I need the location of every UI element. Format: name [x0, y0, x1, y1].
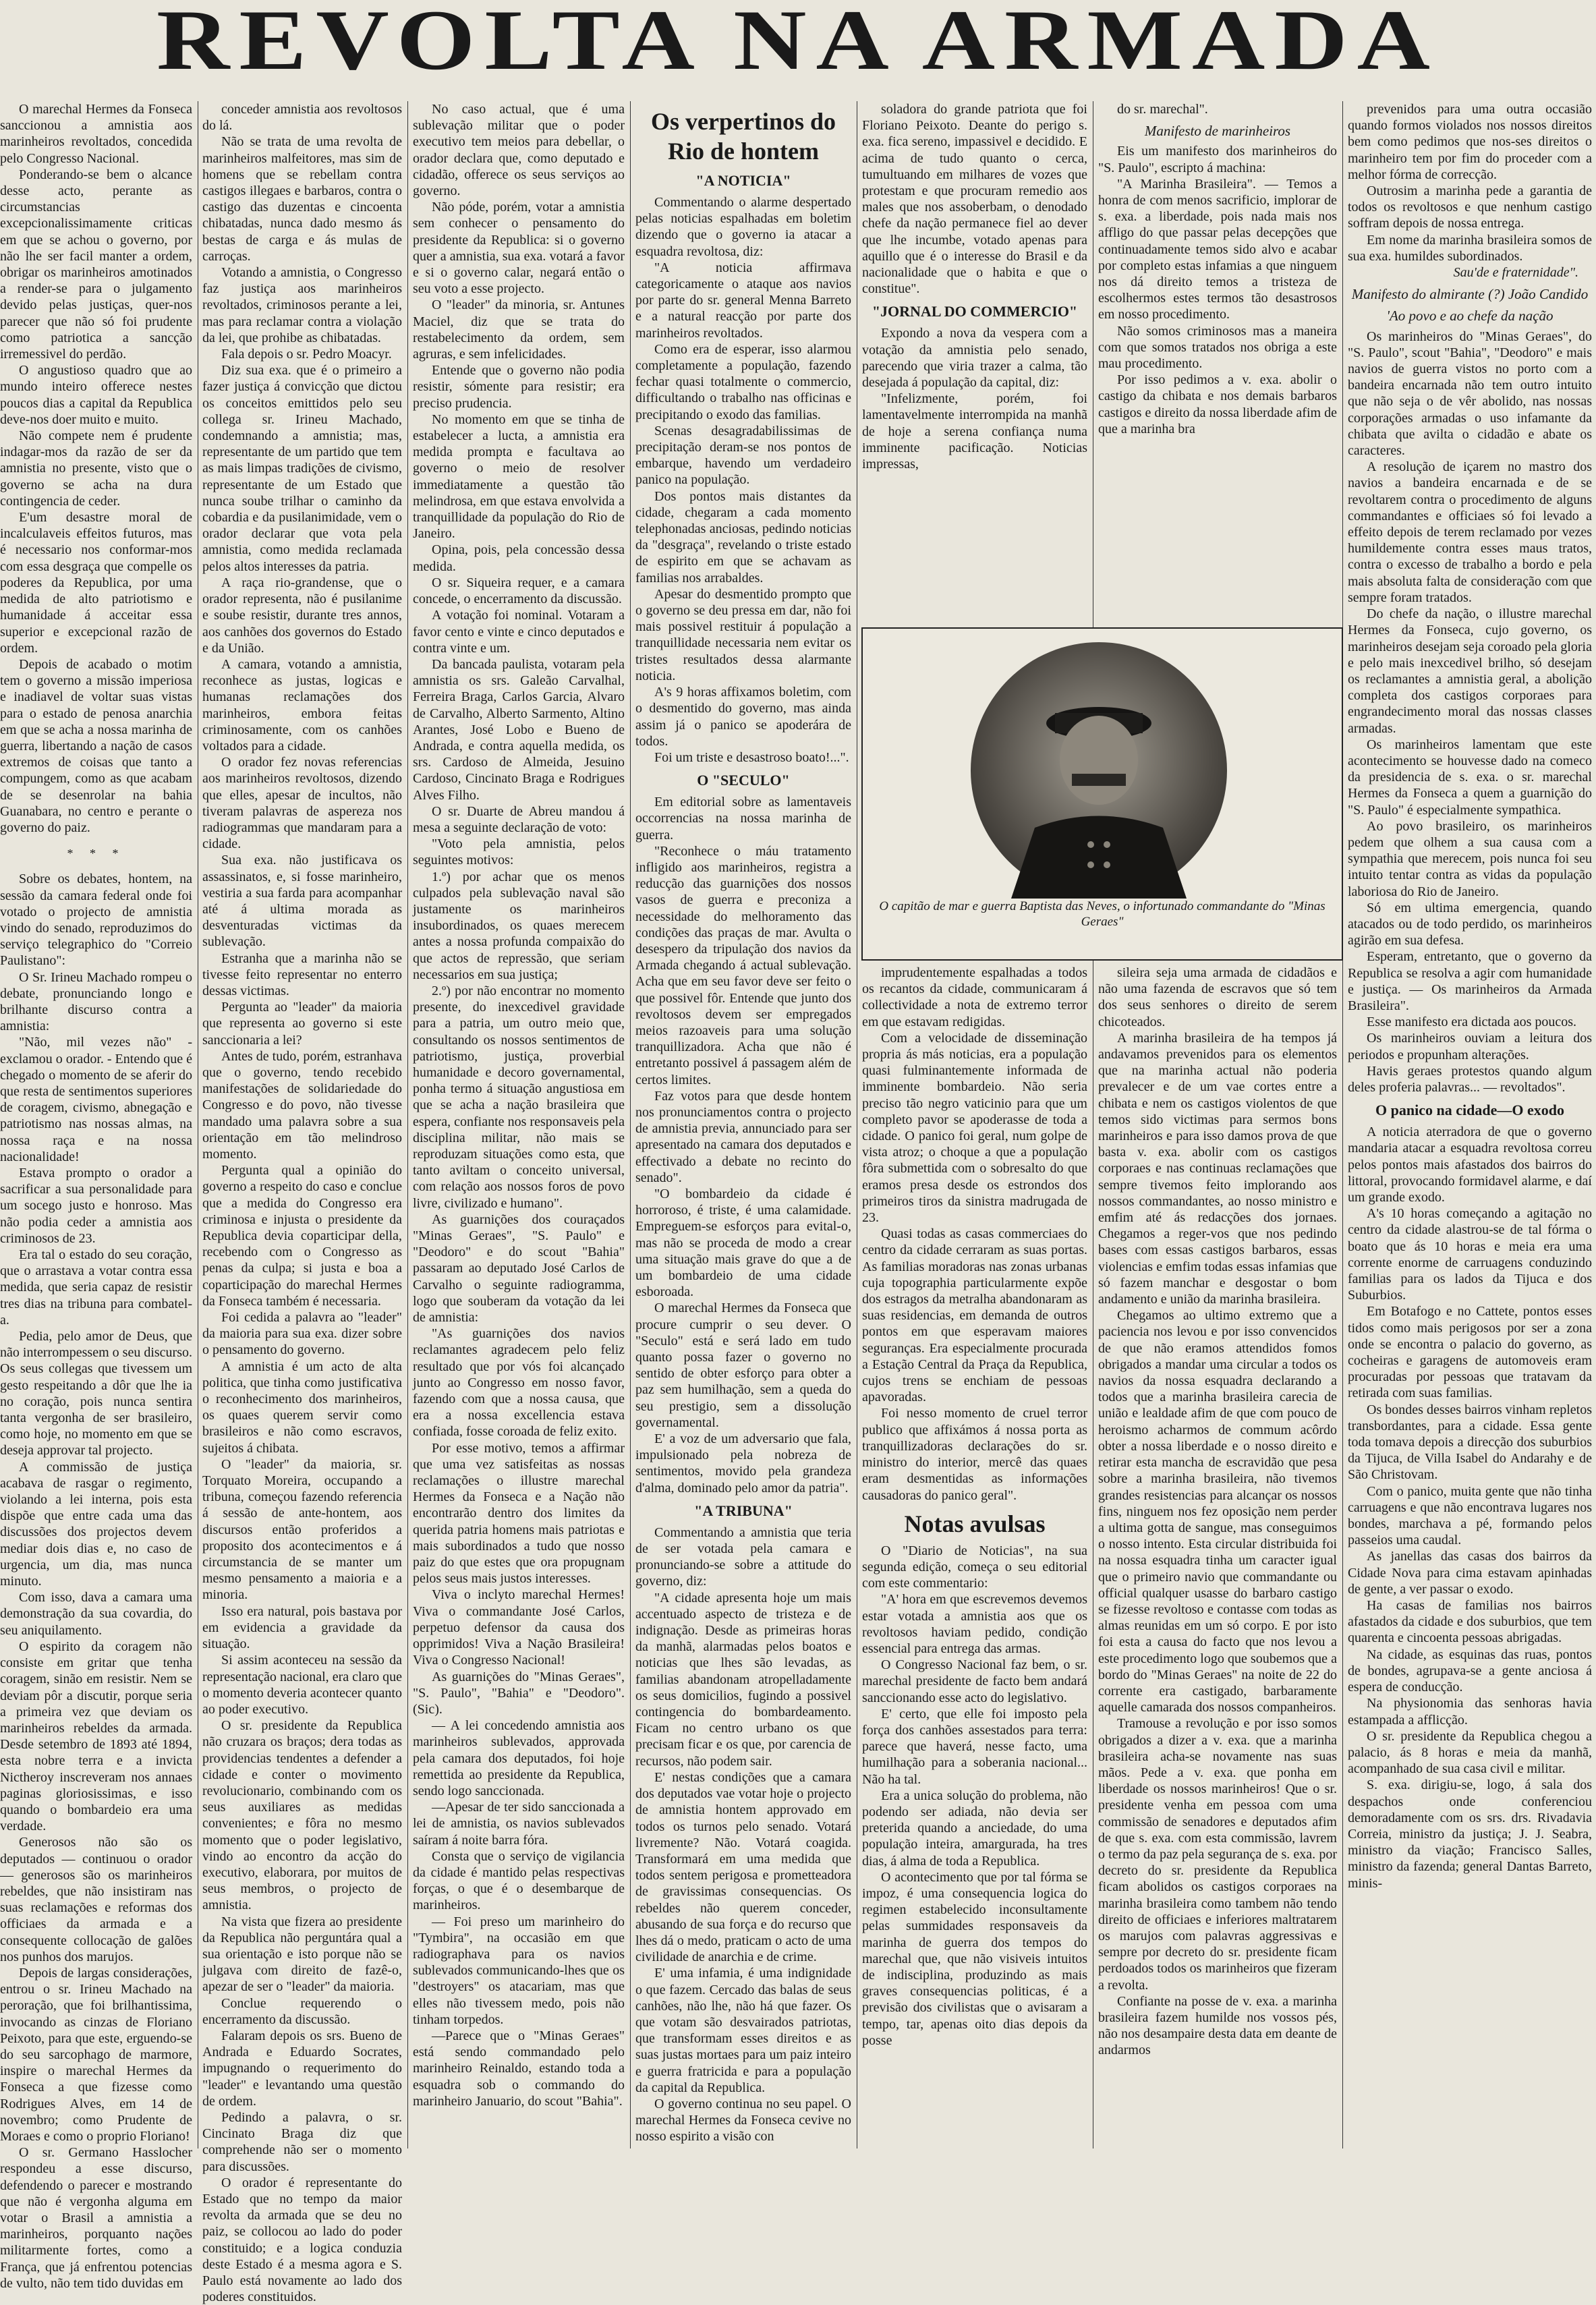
paragraph: Votando a amnistia, o Congresso faz justiça aos marinheiros revoltados, criminosos perante a lei, mas para reclamar contra a violação da lei, que prohibe as chibatadas. [202, 265, 402, 345]
paragraph: Consta que o serviço de vigilancia da cidade é mantido pelas respectivas forças, o que é o desembarque de marinheiros. [413, 1848, 625, 1913]
column-5-text [862, 101, 1087, 297]
paragraph: Por isso pedimos a v. exa. abolir o castigo da chibata e nos demais barbaros castigos e direito da nossa liberdade afim de que a marinha bra [1098, 372, 1337, 436]
paragraph: Depois de acabado o motim tem o governo a missão imperiosa e inadiavel de voltar suas vistas para o estado de penosa anarchia em que se acha a nossa marinha de guerra, libertando a nação de casos extremos de coisas que tanto a compungem, como as que acabam de se desenrolar na bahia Guanabara, no centro e perante o governo do paiz. [0, 656, 192, 835]
paragraph: soladora do grande patriota que foi Floriano Peixoto. Deante do perigo s. exa. fica sereno, impassivel e decidido. E acima de tudo quanto o cerca, tumultuando em milhares de vozes que protestam e que procuram remedio aos males que nos assoberbam, o denodado chefe da nação permanece fiel ao dever que lhe incumbe, votado apenas para aquillo que é o interesse do Brasil e da nacionalidade que o habita e que o constitue". [862, 102, 1087, 297]
paragraph: O marechal Hermes da Fonseca sanccionou a amnistia aos marinheiros revoltados, concedida pelo Congresso Nacional. [0, 102, 192, 166]
signature-line: Sau'de e fraternidade". [1453, 265, 1578, 281]
paragraph: A marinha brasileira de ha tempos já andavamos prevenidos para os elementos que na marinha actual não poderia prevalecer e de um vae cortes entre a chibata e nem os castigos violentos de que temos sido victimas para sermos bons marinheiros e para isso damos prova de que basta v. exa. abolir com os castigos corporaes e nas continuas reclamações que sempre tivemos feito implorando aos nossos commandantes, ao nosso ministro e emfim até ás redacções dos jornaes. Chegamos a reger-vos que nos pedindo bases com essas castigos barbaros, essas violencias e emfim todas essas infamias que só fazem manchar e desgostar o bom andamento e união da marinha brasileira. [1098, 1030, 1337, 1307]
paragraph: Sobre os debates, hontem, na sessão da camara federal onde foi votado o projecto de amnistia vindo do senado, reproduzimos do serviço telegraphico do "Correio Paulistano": [0, 872, 192, 969]
paragraph: A amnistia é um acto de alta politica, que tinha como justificativa o reconhecimento dos marinheiros, os quaes querem servir como brasileiros e não como escravos, sujeitos á chibata. [202, 1359, 402, 1456]
portrait-photo [861, 627, 1343, 961]
paragraph: Opina, pois, pela concessão dessa medida. [413, 542, 625, 574]
column-5-lower-text-2 [862, 1543, 1087, 2049]
section-heading: Os verpertinos do Rio de hontem [651, 108, 836, 165]
paragraph: No caso actual, que é uma sublevação militar que o poder executivo tem meios para debellar, o orador declara que, como deputado e cidadão, offerece os seus serviços ao governo. [413, 102, 625, 199]
paragraph: Pergunta qual a opinião do governo a respeito do caso e conclue que a medida do Congresso era criminosa e injusta o presidente da Republica devia coparticipar della, recebendo com o Congresso as penas da culpa; si justa e boa a coparticipação do marechal Hermes da Fonseca também é necessaria. [202, 1163, 402, 1309]
paragraph: S. exa. dirigiu-se, logo, á sala dos despachos onde conferenciou demoradamente com os srs. drs. Rivadavia Correia, ministro da justiça; J. J. Seabra, ministro da viação; Francisco Salles, ministro da fazenda; general Dantas Barreto, minis- [1348, 1777, 1592, 1891]
paragraph: O "leader" da maioria, sr. Torquato Moreira, occupando a tribuna, começou fazendo referencia á sessão de ante-hontem, aos discursos então proferidos a proposito dos acontecimentos e á circumstancia de se manter um mesmo pensamento a maioria e a minoria. [202, 1456, 402, 1603]
subsection-heading: "A NOTICIA" [695, 172, 791, 189]
paragraph: — Foi preso um marinheiro do "Tymbira", na occasião em que radiographava para os navios sublevados communicando-lhes que os "destroyers" os atacariam, mas que elles não tivessem medo, pois não tinham torpedos. [413, 1914, 625, 2027]
paragraph: Isso era natural, pois bastava por em evidencia a gravidade da situação. [202, 1603, 402, 1652]
paragraph: Era tal o estado do seu coração, que o arrastava a votar contra essa medida, que seria capaz de resistir tres dias na tribuna para combatel-a. [0, 1247, 192, 1328]
paragraph: "O bombardeio da cidade é horroroso, é triste, é uma calamidade. Empreguem-se esforços para evital-o, mas não se proceda de modo a crear uma situação mais grave do que a de um bombardeio de uma cidade esboroada. [635, 1186, 851, 1300]
paragraph: imprudentemente espalhadas a todos os recantos da cidade, communicaram á collectividade a nota de extremo terror em que estavam redigidas. [862, 965, 1087, 1029]
column-rule [630, 101, 631, 2149]
section-divider: * * * [67, 847, 125, 861]
paragraph: —Apesar de ter sido sanccionada a lei de amnistia, os navios sublevados saíram á noite barra fóra. [413, 1800, 625, 1848]
paragraph: Foi cedida a palavra ao "leader" da maioria para sua exa. dizer sobre o pensamento do governo. [202, 1310, 402, 1358]
paragraph: Quasi todas as casas commerciaes do centro da cidade cerraram as suas portas. As familias moradoras nas zonas urbanas cuja topographia particularmente expõe dos estragos da metralha abandonaram as suas residencias, em demanda de outros pontos em que esperavam maiores seguranças. Era especialmente procurada a Estação Central da Praça da Republica, cujos trens se enchiam de pessoas apavoradas. [862, 1226, 1087, 1405]
paragraph: Estava prompto o orador a sacrificar a sua personalidade para um socego justo e honroso. Mas não podia ceder a amnistia aos criminosos de 23. [0, 1166, 192, 1246]
section-heading: Notas avulsas [904, 1510, 1046, 1537]
column-4-text-3 [635, 1525, 851, 2145]
paragraph: O Sr. Irineu Machado rompeu o debate, pronunciando longo e brilhante discurso contra a amnistia: [0, 969, 192, 1034]
paragraph: O "Diario de Noticias", na sua segunda edição, começa o seu editorial com este commentario: [862, 1543, 1087, 1591]
paragraph: O sr. Germano Hasslocher respondeu a esse discurso, defendendo o parecer e mostrando que não é vergonha alguma em votar o Brasil a amnistia a marinheiros, porquanto nações militarmente fortes, como a França, que já enfrentou potencias de vulto, não tem tido duvidas em [0, 2145, 192, 2291]
column-3-text [413, 101, 625, 2109]
paragraph: Tramouse a revolução e por isso somos obrigados a dizer a v. exa. que a marinha brasileira acha-se novamente nas suas mãos. Pede a v. exa. que ponha em liberdade os nossos marinheiros! Que o sr. presidente venha em pessoa com uma commissão de senadores e deputados afim de que s. exa. com esta commissão, lavrem o termo da paz pela segurança de s. exa. por decreto do sr. presidente da Republica ficam abolidos os castigos corporaes na marinha brasileira como tambem não tendo direito de officiaes e inferiores maltratarem os marujos com palavras aggressivas e sempre por decreto do sr. presidente ficam perdoados todos os marinheiros que fizeram a revolta. [1098, 1716, 1337, 1993]
paragraph: A resolução de içarem no mastro dos navios a bandeira encarnada e de se revoltarem contra o procedimento de alguns commandantes e officiaes só foi levado a effeito depois de terem reclamado por vezes humildemente contra esses maus tratos, contra o excesso de trabalho a bordo e pela mais absoluta falta de consideração com que sempre foram tratados. [1348, 459, 1592, 605]
paragraph: Não póde, porém, votar a amnistia sem conhecer o pensamento do presidente da Republica: si o governo quer a amnistia, sua exa. votará a favor e si o governo calar, negará então o seu voto a esse projecto. [413, 200, 625, 297]
column-rule [407, 101, 408, 2149]
paragraph: As guarnições dos couraçados "Minas Geraes", "S. Paulo" e "Deodoro" e do scout "Bahia" passaram ao deputado José Carlos de Carvalho o seguinte radiogramma, logo que souberam da votação da lei de amnistia: [413, 1212, 625, 1326]
paragraph: Commentando o alarme despertado pelas noticias espalhadas em boletim dizendo que o governo ia atacar a esquadra revoltosa, diz: [635, 195, 851, 259]
paragraph: Do chefe da nação, o illustre marechal Hermes da Fonseca, cujo governo, os marinheiros desejam seja coroado pela gloria e pelo mais inexcedivel brilho, só desejam os reclamantes a amnistia geral, a abolição completa dos castigos corporaes para engrandecimento moral das nossas classes armadas. [1348, 606, 1592, 736]
paragraph: Não somos criminosos mas a maneira com que somos tratados nos obriga a este mau procedimento. [1098, 323, 1337, 372]
paragraph: Na vista que fizera ao presidente da Republica não perguntára qual a sua orientação e isto porque não se julgava com direito de fazê-o, apezar de ser o "leader" da maioria. [202, 1914, 402, 1995]
paragraph: Não se trata de uma revolta de marinheiros malfeitores, mas sim de homens que se rebellam contra castigos illegaes e barbaros, contra o castigo das duzentas e cincoenta chibatadas, nunca dado mesmo ás bestas de carga e ás mulas de carroças. [202, 134, 402, 264]
paragraph: O "leader" da minoria, sr. Antunes Maciel, diz que se trata do restabelecimento da ordem, sem agruras, e sem infelicidades. [413, 297, 625, 362]
paragraph: 1.º) por achar que os menos culpados pela sublevação naval são justamente os marinheiros insubordinados, os quaes merecem antes a nossa profunda compaixão do que actos de repressão, que seriam necessarios em sua justiça; [413, 869, 625, 982]
paragraph: O marechal Hermes da Fonseca que procure cumprir o seu dever. O "Seculo" está e será lado em tudo quanto possa fazer o governo no sentido de obter esforço para obter a paz sem humilhação, sem a queda do seu prestigio, sem a dissolução governamental. [635, 1301, 851, 1430]
column-6-text-2 [1098, 143, 1337, 437]
column-4-text-2 [635, 794, 851, 1496]
paragraph: "A cidade apresenta hoje um mais accentuado aspecto de tristeza e de indignação. Desde as primeiras horas da manhã, alarmadas pelos boatos e noticias que lhes são levadas, as familias abandonam atropelladamente os seus domicilios, fugindo a possivel contingencia do bombardeamento. Ficam no centro urbano os que precisam ficar e os que, por carencia de recursos, não podem sair. [635, 1590, 851, 1769]
paragraph: Entende que o governo não podia resistir, sómente para resistir; era preciso prudencia. [413, 363, 625, 411]
paragraph: E' nestas condições que a camara dos deputados vae votar hoje o projecto de amnistia hontem approvado em todos os turnos pelo senado. Votará livremente? Não. Votará coagida. Transformará em uma medida que todos sentem perigosa e prometteadora de gravissimas consequencias. Os rebeldes não querem conceder, abusando de sua força e do recurso que lhes dá o medo, praticam o acto de uma civilidade de anarchia e de crime. [635, 1769, 851, 1965]
column-7-text-3 [1348, 1124, 1592, 1891]
paragraph: "Não, mil vezes não" - exclamou o orador. - Entendo que é chegado o momento de se aferir do que resta de sentimentos superiores de coragem, civismo, abnegação e patriotismo nas nossas almas, na nossa raça e na nossa nacionalidade! [0, 1035, 192, 1164]
paragraph: "A noticia affirmava categoricamente o ataque aos navios por parte do sr. general Menna Barreto e a natural reacção por parte dos marinheiros revoltados. [635, 260, 851, 341]
paragraph: Generosos não são os deputados — continuou o orador — generosos são os marinheiros rebeldes, que não insistiram nas suas reclamações e reformas dos officiaes da armada e a consequente collocação de galões nos punhos dos marujos. [0, 1835, 192, 1964]
paragraph: Antes de tudo, porém, estranhava que o governo, tendo recebido manifestações de solidariedade do Congresso e do povo, não tivesse mandado uma palavra sobre a sua orientação em tão melindroso momento. [202, 1048, 402, 1162]
paragraph: Pergunta ao "leader" da maioria que representa ao governo si este sanccionaria a lei? [202, 1000, 402, 1048]
paragraph: Dos pontos mais distantes da cidade, chegaram a cada momento telephonadas anciosas, pedindo noticias da "desgraça", revelando o triste estado de espirito em que se achavam as familias nos arrabaldes. [635, 488, 851, 586]
column-5-lower-text [862, 965, 1087, 1504]
paragraph: "A' hora em que escrevemos devemos estar votada a amnistia aos que os revoltosos haviam pedido, condição essencial para entrega das armas. [862, 1592, 1087, 1656]
paragraph: "Infelizmente, porém, foi lamentavelmente interrompida na manhã de hoje a serena confiança numa imminente pacificação. Noticias impressas, [862, 391, 1087, 472]
paragraph: Os marinheiros do "Minas Geraes", do "S. Paulo", scout "Bahia", "Deodoro" e mais navios de guerra vistos no porto com a bandeira encarnada não tem outro intuito que não seja o de vêr abolido, nas nossas corporações armadas o uso infamante da chibata que avilta o cidadão e abate os caracteres. [1348, 329, 1592, 459]
paragraph: Por esse motivo, temos a affirmar que uma vez satisfeitas as nossas reclamações o illustre marechal Hermes da Fonseca e a Nação não encontrarão dentro dos limites da querida patria homens mais patriotas e mais subordinados a tudo que nosso paiz do que estes que ora propugnam pelos seus mais justos interesses. [413, 1440, 625, 1587]
paragraph: Pedia, pelo amor de Deus, que não interrompessem o seu discurso. Os seus collegas que tivessem um gesto respeitando a dôr que lhe ia no coração, pois nunca sentira tanta vergonha de ser brasileiro, como hoje, no momento em que se deseja approvar tal projecto. [0, 1329, 192, 1458]
paragraph: Havis geraes protestos quando algum deles proferia palavras... — revoltados". [1348, 1063, 1592, 1095]
paragraph: O Congresso Nacional faz bem, o sr. marechal presidente de facto bem andará sanccionando esse acto do legislativo. [862, 1657, 1087, 1705]
photo-caption: O capitão de mar e guerra Baptista das Neves, o infortunado commandante do "Minas Geraes" [879, 899, 1326, 929]
paragraph: A votação foi nominal. Votaram a favor cento e vinte e cinco deputados e contra vinte e um. [413, 608, 625, 656]
paragraph: Commentando a amnistia que teria de ser votada pela camara e pronunciando-se sobre a attitude do governo, diz: [635, 1525, 851, 1589]
paragraph: Em nome da marinha brasileira somos de sua exa. humildes subordinados. [1348, 232, 1592, 264]
paragraph: prevenidos para uma outra occasião quando formos violados nos nossos direitos bem como pedimos que nos-ses direitos o marinheiro tem por fim do proceder com a melhor fórma de correcção. [1348, 102, 1592, 182]
subsection-heading: O panico na cidade—O exodo [1375, 1102, 1564, 1119]
paragraph: Depois de largas considerações, entrou o sr. Irineu Machado na peroração, que foi brilhantissima, invocando as cinzas de Floriano Peixoto, para que este, erguendo-se do seu sarcophago de marmore, inspire o marechal Hermes da Fonseca a que fizesse como Rodrigues Alves, em 14 de novembro; como Prudente de Moraes e como o proprio Floriano! [0, 1965, 192, 2144]
paragraph: A's 10 horas começando a agitação no centro da cidade alastrou-se de tal fórma o boato que ás 10 horas e meia era uma corrente enorme de carruagens conduzindo familias para os lados da Tijuca e dos Suburbios. [1348, 1206, 1592, 1303]
paragraph: Ao povo brasileiro, os marinheiros pedem que olhem a sua causa com a sympathia que merecem, pois nunca foi seu intuito tentar contra as vidas da população laboriosa do Rio de Janeiro. [1348, 818, 1592, 899]
paragraph: "Reconhece o máu tratamento infligido aos marinheiros, registra a reducção das guarnições dos nossos vasos de guerra e preconiza a necessidade do melhoramento das condições das praças de mar. Avulta o desespero da tripulação dos navios da Armada chegando á actual sublevação. Acha que em seu favor deve ser feito o que possivel fôr. Entende que junto dos revoltosos devem ser empregados meios razoaveis para uma solução tranquillizadora. Acha que não é entretanto possivel á passagem além de certos limites. [635, 843, 851, 1087]
paragraph: Os marinheiros lamentam que este acontecimento se houvesse dado na comeco da presidencia de s. exa. o sr. marechal Hermes da Fonseca a quem a guarnição do "S. Paulo" é especialmente sympathica. [1348, 737, 1592, 818]
paragraph: Os bondes desses bairros vinham repletos transbordantes, para a cidade. Essa gente toda tomava depois a direcção dos suburbios da Tijuca, de Villa Isabel do Andarahy e de São Christovam. [1348, 1402, 1592, 1483]
column-1-text [0, 101, 192, 836]
paragraph: O sr. Duarte de Abreu mandou á mesa a seguinte declaração de voto: [413, 803, 625, 835]
paragraph: O orador é representante do Estado que no tempo da maior revolta da armada que se deu no paiz, se collocou ao lado do poder constituido; e a logica conduzia deste Estado é a mesma agora e S. Paulo está novamente ao lado dos poderes constituidos. [202, 2175, 402, 2305]
subsection-heading: "JORNAL DO COMMERCIO" [872, 303, 1078, 320]
paragraph: O orador fez novas referencias aos marinheiros revoltosos, dizendo que elles, apesar de incultos, não tiveram palavras de aspereza nos radiogrammas que mandaram para a cidade. [202, 755, 402, 852]
masthead-title: REVOLTA NA ARMADA [156, 0, 1440, 88]
paragraph: O acontecimento que por tal fórma se impoz, é uma consequencia logica do regimen estabelecido inconsultamente pelas summidades responsaveis da marinha de guerra dos tempos do marechal que, que não visiveis intuitos de indisciplina, produzindo as mais graves consequencias politicas, é a previsão dos civilistas que o avisaram a tempo, tar, apenas oito dias depois da posse [862, 1869, 1087, 2048]
column-5-text-2 [862, 325, 1087, 472]
column-5-lower [862, 965, 1087, 2149]
paragraph: Faz votos para que desde hontem nos pronunciamentos contra o projecto de amnistia previa, annunciado para ser apresentado na camara dos deputados e effectivado a debate no recinto do senado". [635, 1088, 851, 1185]
paragraph: A camara, votando a amnistia, reconhece as justas, logicas e humanas reclamações dos marinheiros, embora feitas criminosamente, com os canhões voltados para a cidade. [202, 656, 402, 753]
portrait-image [971, 642, 1227, 899]
paragraph: Na cidade, as esquinas das ruas, pontos de bondes, agrupava-se a gente anciosa á espera de conducção. [1348, 1647, 1592, 1695]
column-2 [202, 101, 402, 2305]
paragraph: Estranha que a marinha não se tivesse feito representar no enterro dessas victimas. [202, 950, 402, 998]
paragraph: "A Marinha Brasileira". — Temos a honra de com menos sacrificio, implorar de s. exa. a liberdade, pois nada mais nos affligo do que passar pelas decepções que continuadamente temos sido alvo e acabar por completo estas infamias a que ninguem nos dá direito temos a tristeza de escolhermos estes termos tão desastrosos em nosso procedimento. [1098, 176, 1337, 322]
column-4-text [635, 194, 851, 766]
paragraph: Pedindo a palavra, o sr. Cincinato Braga diz que comprehende não ser o momento para discussões. [202, 2109, 402, 2174]
paragraph: "Voto pela amnistia, pelos seguintes motivos: [413, 836, 625, 868]
paragraph: Em editorial sobre as lamentaveis occorrencias na nossa marinha de guerra. [635, 795, 851, 843]
paragraph: Esperam, entretanto, que o governo da Republica se resolva a agir com humanidade e justiça. — Os marinheiros da Armada Brasileira". [1348, 949, 1592, 1013]
paragraph: Scenas desagradabilissimas de precipitação deram-se nos pontos de embarque, havendo um verdadeiro panico na população. [635, 423, 851, 488]
paragraph: "As guarnições dos navios reclamantes agradecem pelo feliz resultado que por vós foi alcançado junto ao Congresso em nosso favor, fazendo com que a nossa causa, que era a nossa excellencia estava confiada, fosse coroada de feliz exito. [413, 1326, 625, 1440]
paragraph: Não compete nem é prudente indagar-mos da razão de ser da amnistia no presente, visto que o governo se acha na dura contingencia de ceder. [0, 428, 192, 509]
paragraph: E'um desastre moral de incalculaveis effeitos futuros, mas é necessario nos conformar-mos com essa desgraça que compelle os poderes da Republica, por uma medida de alto patriotismo e humanidade á acceitar essa superior e excepcional razão de ordem. [0, 510, 192, 656]
paragraph: As guarnições do "Minas Geraes", "S. Paulo", "Bahia" e "Deodoro". (Sic). [413, 1669, 625, 1717]
paragraph: Na physionomia das senhoras havia estampada a afflicção. [1348, 1696, 1592, 1728]
paragraph: E' certo, que elle foi imposto pela força dos canhões assestados para terra: parece que haverá, nesse facto, uma humilhação para a soberania nacional... Não ha tal. [862, 1706, 1087, 1787]
paragraph: Os marinheiros ouviam a leitura dos periodos e propunham alterações. [1348, 1031, 1592, 1062]
column-7-text-2 [1348, 329, 1592, 1096]
paragraph: Ponderando-se bem o alcance desse acto, perante as circumstancias excepcionalissimamente criticas em que se achou o governo, por não lhe ser facil manter a ordem, obrigar os marinheiros amotinados a render-se para o julgamento devido pelas justiças, quer-nos parecer que não só foi prudente como patriotica a sancção irremessivel do perdão. [0, 167, 192, 362]
paragraph: sileira seja uma armada de cidadãos e não uma fazenda de escravos que só tem dos seus senhores o direito de serem chicoteados. [1098, 965, 1337, 1029]
paragraph: Chegamos ao ultimo extremo que a paciencia nos levou e por isso convencidos de que não eramos attendidos fomos obrigados a mandar uma circular a todos os navios da nossa esquadra declarando a todos que a marinha brasileira carecia de união e lealdade afim de que com pouco de heroismo acharmos de commum acôrdo obter a nossa liberdade e o nosso direito e retirar esta mancha de escravidão que pesa sobre a marinha brasileira, não tivemos grandes resistencias para alcançar os nossos fins, ninguem nos fez oposição nem perder a ultima gotta de sangue, mas conseguimos o nosso intento. Esta circular distribuida foi na nossa esquadra tinha um caracter igual que o primeiro navio que commandante ou official qualquer usasse do barbaro castigo se fizesse revoltoso e contasse com todas as almas reunidas em um só corpo. E por isto foi esta a causa do facto que nos levou a este procedimento logo que soubemos que a bordo do "Minas Geraes" na noite de 22 do corrente era castigado, barbaramente aquelle camarada dos nossos companheiros. [1098, 1308, 1337, 1715]
subsection-heading: "A TRIBUNA" [694, 1502, 793, 1519]
column-1-text-2 [0, 871, 192, 2292]
column-2-text [202, 101, 402, 2305]
paragraph: O espirito da coragem não consiste em gritar que tenha coragem, sinão em resistir. Nem se deviam pôr a discutir, porque seria a primeira vez que deviam os marinheiros rebeldes da armada. Desde setembro de 1893 até 1894, esta nobre terra e a invicta Nictheroy inscreveram nos annaes paginas gloriosissimas, e isso quando o bombardeio era uma verdade. [0, 1639, 192, 1834]
paragraph: Ha casas de familias nos bairros afastados da cidade e dos suburbios, que tem quarenta e cincoenta pessoas abrigadas. [1348, 1598, 1592, 1646]
paragraph: Fala depois o sr. Pedro Moacyr. [221, 347, 392, 362]
paragraph: 2.º) por não encontrar no momento presente, do inexcedivel gravidade para a patria, um outro meio que, consultando os nossos sentimentos de patriotismo, justiça, proverbial humanidade e decoro governamental, ponha termo á situação angustiosa em que se acha a nação brasileira que espera, confiante nos responsaveis pela disciplina militar, não mais se reproduzam situações como esta, que tanto aviltam o conceito universal, com relação aos nossos foros de povo livre, civilizado e humano". [413, 983, 625, 1211]
subsection-heading: Manifesto de marinheiros [1144, 123, 1291, 140]
column-7-text [1348, 101, 1592, 264]
paragraph: — A lei concedendo amnistia aos marinheiros sublevados, approvada pela camara dos deputados, foi hoje remettida ao presidente da Republica, sendo logo sanccionada. [413, 1718, 625, 1798]
paragraph: O governo continua no seu papel. O marechal Hermes da Fonseca cevive no nosso espirito a visão con [635, 2096, 851, 2144]
column-6-lower [1098, 965, 1337, 2149]
paragraph: Expondo a nova da vespera com a votação da amnistia pelo senado, parecendo que viria trazer a calma, tão desejada á população da capital, diz: [862, 326, 1087, 391]
column-rule [1342, 101, 1343, 2149]
paragraph: Da bancada paulista, votaram pela amnistia os srs. Galeão Carvalhal, Ferreira Braga, Carlos Garcia, Alvaro de Carvalho, Alberto Sarmento, Altino Arantes, José Lobo e Bueno de Andrada, e contra aquella medida, os srs. Cardoso de Almeida, Jesuino Cardoso, Cincinato Braga e Rodrigues Alves Filho. [413, 656, 625, 803]
paragraph: O angustioso quadro que ao mundo inteiro offerece nestes poucos dias a capital da Republica deve-nos doer muito e muito. [0, 363, 192, 427]
paragraph: O sr. presidente da Republica não cruzara os braços; dera todas as providencias tendentes a defender a cidade e conter o movimento revolucionario, combinando com os seus auxiliares as medidas convenientes; e fôra no mesmo momento que o poder legislativo, vindo ao encontro da acção do executivo, elaborara, por muitos de seus membros, o projecto de amnistia. [202, 1718, 402, 1913]
column-4 [635, 101, 851, 2149]
paragraph: Foi nesso momento de cruel terror publico que affixámos á nossa porta as tranquillizadoras declarações do sr. ministro do interior, mercê das quaes eram desmentidas as informações causadoras do panico geral". [862, 1406, 1087, 1503]
paragraph: O sr. presidente da Republica chegou a palacio, ás 8 horas e meia da manhã, acompanhado de sua casa civil e militar. [1348, 1728, 1592, 1777]
officer-figure-icon [971, 642, 1227, 899]
paragraph: Outrosim a marinha pede a garantia de todos os revoltosos e que nenhum castigo soffram depois de nossa entrega. [1348, 183, 1592, 231]
column-5 [862, 101, 1087, 621]
paragraph: Foi um triste e desastroso boato!...". [654, 749, 849, 765]
paragraph: Viva o inclyto marechal Hermes! Viva o commandante José Carlos, perpetuo defensor da causa dos opprimidos! Viva a Nação Brasileira! Viva o Congresso Nacional! [413, 1587, 625, 1668]
paragraph: O sr. Siqueira requer, e a camara concede, o encerramento da discussão. [413, 575, 625, 607]
column-1 [0, 101, 192, 2291]
subsection-heading: Manifesto do almirante (?) João Candido [1351, 286, 1589, 303]
column-6-text [1098, 101, 1337, 117]
paragraph: Sua exa. não justificava os assassinatos, e, si fosse marinheiro, vestiria a sua farda para acompanhar até á ultima morada as desventuradas victimas da sublevação. [202, 853, 402, 950]
paragraph: E' a voz de um adversario que fala, impulsionado pela nobreza de sentimentos, movido pela grandeza d'alma, dominado pelo amor da patria". [635, 1431, 851, 1496]
paragraph: Era a unica solução do problema, não podendo ser adiada, não devia ser preterida quando a anciedade, do uma população inteira, amargurada, ha tres dias, á alma de toda a Republica. [862, 1788, 1087, 1869]
column-3 [413, 101, 625, 2149]
subsection-heading: O "SECULO" [697, 772, 790, 789]
column-6-lower-text [1098, 965, 1337, 2059]
paragraph: Eis um manifesto dos marinheiros do "S. Paulo", escripto á machina: [1098, 144, 1337, 175]
column-6 [1098, 101, 1337, 621]
column-7 [1348, 101, 1592, 2149]
paragraph: Confiante na posse de v. exa. a marinha brasileira fazem humilde nos vossos pés, não nos desampaire desta data em deante de andarmos [1098, 1993, 1337, 2058]
paragraph: A commissão de justiça acabava de rasgar o regimento, violando a lei interna, pois esta dispõe que entre cada uma das discussões dos projectos devem mediar dois dias e, no caso de urgencia, um dia, mas nunca minuto. [0, 1459, 192, 1589]
paragraph: A noticia aterradora de que o governo mandaria atacar a esquadra revoltosa correu pelos pontos mais afastados dos bairros do littoral, provocando formidavel alarme, e daí um grande exodo. [1348, 1125, 1592, 1205]
paragraph: Com o panico, muita gente que não tinha carruagens e que não encontrava lugares nos bondes, marchava a pé, formando pelos passeios uma caudal. [1348, 1483, 1592, 1548]
subsection-heading: 'Ao povo e ao chefe da nação [1386, 308, 1554, 324]
paragraph: Apesar do desmentido prompto que o governo se deu pressa em dar, não foi mais possivel restituir á população a tranquillidade necessaria nem evitar os tristes resultados dessa alarmante noticia. [635, 586, 851, 683]
paragraph: Falaram depois os srs. Bueno de Andrada e Eduardo Socrates, impugnando o requerimento do "leader" e levantando uma questão de ordem. [202, 2028, 402, 2109]
paragraph: E' uma infamia, é uma indignidade o que fazem. Cercado das balas de seus canhões, não lhe, não há que fazer. Os que votam são desvairados patriotas, que transformam esses direitos e as suas justas mortaes para um paiz inteiro e guerra fratricida e para a população da capital da Republica. [635, 1966, 851, 2095]
paragraph: A raça rio-grandense, que o orador representa, não é pusilanime e soube resistir, durante tres annos, aos canhões dos governos do Estado e da União. [202, 575, 402, 656]
paragraph: A's 9 horas affixamos boletim, com o desmentido do governo, mas ainda assim já o panico se apoderára de todos. [635, 685, 851, 749]
paragraph: Em Botafogo e no Cattete, pontos esses tidos como mais perigosos por ser a zona onde se encontra o palacio do governo, as cocheiras e garagens de automoveis eram procuradas por pessoas que tratavam da retirada com suas familias. [1348, 1304, 1592, 1401]
paragraph: Com a velocidade de disseminação propria ás más noticias, era a população quasi fulminantemente informada de imminente bombardeio. Não seria preciso tão negro vaticinio para que um completo pavor se apoderasse de toda a cidade. O panico foi geral, num golpe de vista atroz; o choque a que a população fôra submettida com o sobresalto do que eramos presa desde os estrondos dos primeiros tiros da sinistra madrugada de 23. [862, 1030, 1087, 1226]
paragraph: No momento em que se tinha de estabelecer a lucta, a amnistia era medida prompta e facultava ao governo o meio de resolver immediatamente a questão tão melindrosa, em que estava envolvida a tranquillidade da população do Rio de Janeiro. [413, 411, 625, 542]
paragraph: Esse manifesto era dictada aos poucos. [1367, 1015, 1577, 1030]
paragraph: Conclue requerendo o encerramento da discussão. [202, 1995, 402, 2027]
paragraph: do sr. marechal". [1117, 102, 1208, 117]
paragraph: —Parece que o "Minas Geraes" está sendo commandado pelo marinheiro Reinaldo, estando toda a esquadra sob o commando do marinheiro Januario, do scout "Bahia". [413, 2028, 625, 2109]
paragraph: Com isso, dava a camara uma demonstração da sua covardia, do seu aniquilamento. [0, 1590, 192, 1638]
paragraph: Como era de esperar, isso alarmou completamente a população, fazendo fechar quasi totalmente o commercio, difficultando o trabalho nas officinas e precipitando o exodo das familias. [635, 341, 851, 422]
paragraph: Só em ultima emergencia, quando atacados ou de todo perdido, os marinheiros agirão em sua defesa. [1348, 900, 1592, 948]
paragraph: Diz sua exa. que é o primeiro a fazer justiça á convicção que dictou os conceitos emittidos pelo seu collega sr. Irineu Machado, condemnando a amnistia; mas, representante de um partido que tem as mais limpas tradições de civismo, representante de um Estado que nunca soube trilhar o caminho da cobardia e da pusilanimidade, vem o orador declarar que vota pela amnistia, como medida reclamada pelos altos interesses da patria. [202, 363, 402, 574]
paragraph: As janellas das casas dos bairros da Cidade Nova para cima estavam apinhadas de gente, a ver passar o exodo. [1348, 1549, 1592, 1597]
paragraph: conceder amnistia aos revoltosos do lá. [202, 102, 402, 134]
paragraph: Si assim aconteceu na sessão da representação nacional, era claro que o momento deveria acontecer quanto ao poder executivo. [202, 1653, 402, 1717]
